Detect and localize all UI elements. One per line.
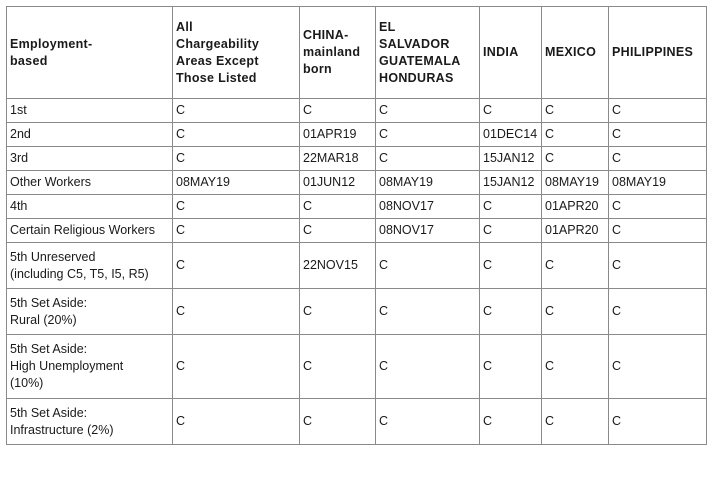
table-row bbox=[7, 335, 707, 399]
cell-mexico: C bbox=[542, 123, 609, 147]
cell-china: C bbox=[300, 399, 376, 445]
cell-philippines: C bbox=[609, 147, 707, 171]
cell-india: 15JAN12 bbox=[480, 171, 542, 195]
cell-china: 01APR19 bbox=[300, 123, 376, 147]
cell-el-salvador-guatemala-honduras: 08NOV17 bbox=[376, 195, 480, 219]
cell-el-salvador-guatemala-honduras: C bbox=[376, 399, 480, 445]
cell-category: 2nd bbox=[7, 123, 173, 147]
cell-mexico: C bbox=[542, 99, 609, 123]
header-employment-based: Employment- based bbox=[7, 7, 173, 99]
cell-mexico: 01APR20 bbox=[542, 195, 609, 219]
cell-mexico: C bbox=[542, 243, 609, 289]
cell-philippines: C bbox=[609, 399, 707, 445]
cell-india: C bbox=[480, 289, 542, 335]
table-body bbox=[7, 99, 707, 445]
cell-all-chargeability: C bbox=[173, 289, 300, 335]
cell-all-chargeability: C bbox=[173, 399, 300, 445]
cell-philippines: C bbox=[609, 289, 707, 335]
cell-el-salvador-guatemala-honduras: C bbox=[376, 335, 480, 399]
cell-india: C bbox=[480, 219, 542, 243]
header-china: CHINA- mainland born bbox=[300, 7, 376, 99]
cell-category: 5th Unreserved (including C5, T5, I5, R5) bbox=[7, 243, 173, 289]
cell-mexico: C bbox=[542, 399, 609, 445]
cell-category: 3rd bbox=[7, 147, 173, 171]
header-el-salvador-guatemala-honduras: EL SALVADOR GUATEMALA HONDURAS bbox=[376, 7, 480, 99]
cell-mexico: C bbox=[542, 147, 609, 171]
table-row bbox=[7, 399, 707, 445]
cell-philippines: C bbox=[609, 335, 707, 399]
table-row bbox=[7, 147, 707, 171]
cell-all-chargeability: C bbox=[173, 335, 300, 399]
cell-india: C bbox=[480, 99, 542, 123]
cell-philippines: C bbox=[609, 195, 707, 219]
cell-el-salvador-guatemala-honduras: C bbox=[376, 99, 480, 123]
header-philippines: PHILIPPINES bbox=[609, 7, 707, 99]
cell-china: 22MAR18 bbox=[300, 147, 376, 171]
cell-category: 5th Set Aside: Infrastructure (2%) bbox=[7, 399, 173, 445]
cell-china: C bbox=[300, 289, 376, 335]
visa-bulletin-table-container bbox=[6, 6, 707, 445]
cell-category: Certain Religious Workers bbox=[7, 219, 173, 243]
header-india: INDIA bbox=[480, 7, 542, 99]
cell-el-salvador-guatemala-honduras: C bbox=[376, 123, 480, 147]
cell-philippines: C bbox=[609, 123, 707, 147]
cell-india: C bbox=[480, 335, 542, 399]
cell-china: C bbox=[300, 219, 376, 243]
header-mexico: MEXICO bbox=[542, 7, 609, 99]
cell-mexico: 01APR20 bbox=[542, 219, 609, 243]
cell-category: Other Workers bbox=[7, 171, 173, 195]
cell-all-chargeability: C bbox=[173, 243, 300, 289]
table-row bbox=[7, 195, 707, 219]
cell-philippines: C bbox=[609, 219, 707, 243]
final-action-dates-table bbox=[6, 6, 707, 445]
cell-philippines: C bbox=[609, 99, 707, 123]
cell-philippines: C bbox=[609, 243, 707, 289]
cell-china: C bbox=[300, 335, 376, 399]
cell-china: C bbox=[300, 195, 376, 219]
cell-india: C bbox=[480, 399, 542, 445]
cell-category: 5th Set Aside: Rural (20%) bbox=[7, 289, 173, 335]
cell-india: C bbox=[480, 243, 542, 289]
cell-mexico: C bbox=[542, 289, 609, 335]
cell-el-salvador-guatemala-honduras: C bbox=[376, 147, 480, 171]
cell-el-salvador-guatemala-honduras: C bbox=[376, 289, 480, 335]
cell-all-chargeability: C bbox=[173, 123, 300, 147]
cell-all-chargeability: C bbox=[173, 99, 300, 123]
cell-china: 01JUN12 bbox=[300, 171, 376, 195]
cell-all-chargeability: 08MAY19 bbox=[173, 171, 300, 195]
table-row bbox=[7, 123, 707, 147]
cell-el-salvador-guatemala-honduras: 08NOV17 bbox=[376, 219, 480, 243]
cell-all-chargeability: C bbox=[173, 219, 300, 243]
cell-el-salvador-guatemala-honduras: C bbox=[376, 243, 480, 289]
cell-category: 4th bbox=[7, 195, 173, 219]
cell-category: 5th Set Aside: High Unemployment (10%) bbox=[7, 335, 173, 399]
cell-all-chargeability: C bbox=[173, 147, 300, 171]
header-all-chargeability: All Chargeability Areas Except Those Listed bbox=[173, 7, 300, 99]
cell-china: C bbox=[300, 99, 376, 123]
table-row bbox=[7, 243, 707, 289]
table-row bbox=[7, 289, 707, 335]
table-row bbox=[7, 171, 707, 195]
cell-el-salvador-guatemala-honduras: 08MAY19 bbox=[376, 171, 480, 195]
cell-china: 22NOV15 bbox=[300, 243, 376, 289]
table-row bbox=[7, 99, 707, 123]
cell-philippines: 08MAY19 bbox=[609, 171, 707, 195]
cell-india: 15JAN12 bbox=[480, 147, 542, 171]
cell-india: C bbox=[480, 195, 542, 219]
cell-all-chargeability: C bbox=[173, 195, 300, 219]
table-row bbox=[7, 219, 707, 243]
cell-category: 1st bbox=[7, 99, 173, 123]
cell-mexico: 08MAY19 bbox=[542, 171, 609, 195]
cell-india: 01DEC14 bbox=[480, 123, 542, 147]
cell-mexico: C bbox=[542, 335, 609, 399]
header-row bbox=[7, 7, 707, 99]
